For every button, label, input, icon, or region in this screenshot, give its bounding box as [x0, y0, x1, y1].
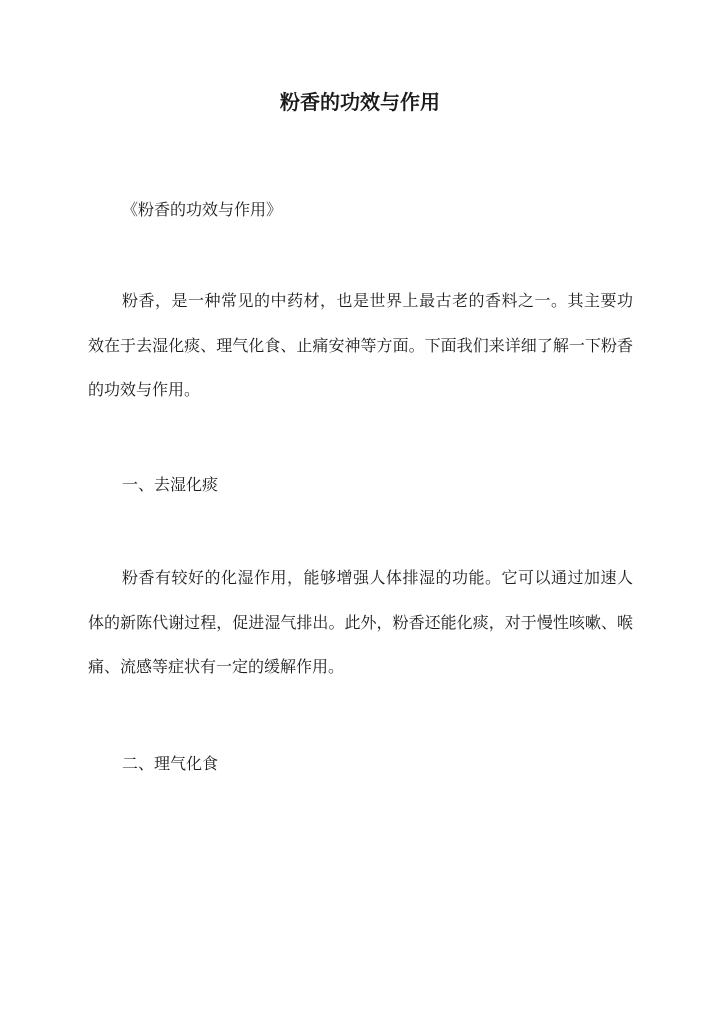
- section-1-paragraph: 粉香有较好的化湿作用，能够增强人体排湿的功能。它可以通过加速人体的新陈代谢过程，促进湿气排出。此外，粉香还能化痰，对于慢性咳嗽、喉痛、流感等症状有一定的缓解作用。: [88, 568, 633, 676]
- intro-paragraph: 粉香，是一种常见的中药材，也是世界上最古老的香料之一。其主要功效在于去湿化痰、理气化食、止痛安神等方面。下面我们来详细了解一下粉香的功效与作用。: [88, 291, 633, 399]
- document-title: 粉香的功效与作用: [280, 90, 440, 114]
- section-heading-1: 一、去湿化痰: [122, 475, 219, 494]
- section-heading-2: 二、理气化食: [122, 754, 219, 773]
- book-title-line: 《粉香的功效与作用》: [122, 200, 283, 219]
